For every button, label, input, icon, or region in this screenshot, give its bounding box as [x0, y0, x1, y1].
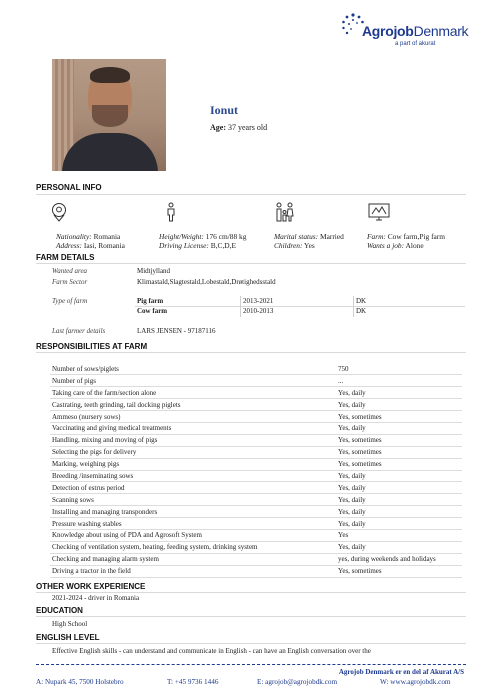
english-level-heading: ENGLISH LEVEL — [36, 633, 100, 642]
table-row — [50, 506, 462, 518]
footer-divider — [36, 664, 466, 665]
value-cell: Yes, daily — [330, 399, 462, 411]
farm-type-country: DK — [356, 307, 367, 315]
logo-tagline: a part of akurat — [395, 41, 436, 47]
nationality-row: Nationality: Romania — [56, 232, 121, 241]
divider — [36, 263, 466, 264]
task-cell: Vaccinating and giving medical treatments — [50, 422, 330, 434]
value-cell: Yes, daily — [330, 422, 462, 434]
task-cell: Checking of ventilation system, heating, feeding system, drinking system — [50, 541, 330, 553]
farm-type-country: DK — [356, 297, 367, 305]
logo-wordmark: AgrojobDenmark — [362, 23, 469, 39]
wanted-area-value: Midtjylland — [137, 267, 171, 275]
footer-email[interactable]: E: agrojob@agrojobdk.com — [257, 678, 338, 686]
farm-type-years: 2010-2013 — [243, 307, 274, 315]
farm-type-name: Cow farm — [137, 307, 168, 315]
task-cell: Installing and managing transponders — [50, 506, 330, 518]
farm-sector-value: Klimastald,Slagtestald,Lobestald,Drøtighedsstald — [137, 278, 276, 286]
table-row — [50, 411, 462, 423]
value-cell: Yes, daily — [330, 387, 462, 399]
education-entry: High School — [52, 620, 88, 628]
responsibilities-heading: RESPONSIBILITIES AT FARM — [36, 342, 148, 351]
divider — [353, 296, 354, 317]
person-icon — [162, 202, 180, 222]
education-heading: EDUCATION — [36, 606, 83, 615]
table-row — [50, 553, 462, 565]
task-cell: Driving a tractor in the field — [50, 565, 330, 577]
table-row — [50, 375, 462, 387]
responsibilities-table — [50, 363, 462, 578]
marital-status-row: Marital status: Married — [274, 232, 344, 241]
table-row — [50, 399, 462, 411]
divider — [240, 296, 241, 317]
footer-website[interactable]: W: www.agrojobdk.com — [380, 678, 451, 686]
value-cell: Yes, sometimes — [330, 434, 462, 446]
wants-job-row: Wants a job: Alone — [367, 241, 424, 250]
value-cell: Yes, daily — [330, 470, 462, 482]
table-row — [50, 446, 462, 458]
value-cell: Yes — [330, 529, 462, 541]
height-weight-row: Height/Weight: 176 cm/88 kg — [159, 232, 247, 241]
value-cell: 750 — [330, 363, 462, 375]
farm-row: Farm: Cow farm,Pig farm — [367, 232, 446, 241]
table-row — [50, 482, 462, 494]
personal-info-heading: PERSONAL INFO — [36, 183, 102, 192]
farm-computer-icon — [368, 202, 390, 222]
value-cell: Yes, sometimes — [330, 446, 462, 458]
divider — [36, 643, 466, 644]
table-row — [50, 529, 462, 541]
task-cell: Ammeso (nursery sows) — [50, 411, 330, 423]
value-cell: Yes, daily — [330, 494, 462, 506]
value-cell: Yes, daily — [330, 518, 462, 530]
divider — [135, 306, 465, 307]
value-cell: Yes, daily — [330, 482, 462, 494]
table-row — [50, 363, 462, 375]
task-cell: Breeding /inseminating sows — [50, 470, 330, 482]
value-cell: Yes, daily — [330, 541, 462, 553]
task-cell: Castrating, teeth grinding, tail docking piglets — [50, 399, 330, 411]
farm-details-heading: FARM DETAILS — [36, 253, 95, 262]
wanted-area-label: Wanted area — [52, 267, 88, 275]
children-row: Children: Yes — [274, 241, 315, 250]
table-row — [50, 565, 462, 577]
task-cell: Scanning sows — [50, 494, 330, 506]
value-cell: Yes, sometimes — [330, 458, 462, 470]
footer-phone[interactable]: T: +45 9736 1446 — [167, 678, 219, 686]
table-row — [50, 422, 462, 434]
value-cell: ... — [330, 375, 462, 387]
other-work-heading: OTHER WORK EXPERIENCE — [36, 582, 146, 591]
english-level-text: Effective English skills - can understand and communicate in English - can have an English conversation over the — [52, 647, 371, 655]
value-cell: Yes, sometimes — [330, 565, 462, 577]
candidate-age: Age: 37 years old — [210, 123, 268, 132]
value-cell: Yes, sometimes — [330, 411, 462, 423]
table-row — [50, 387, 462, 399]
task-cell: Handling, mixing and moving of pigs — [50, 434, 330, 446]
table-row — [50, 541, 462, 553]
task-cell: Marking, weighing pigs — [50, 458, 330, 470]
divider — [36, 352, 466, 353]
footer-address: A: Nupark 45, 7500 Holstebro — [36, 678, 124, 686]
farm-type-years: 2013-2021 — [243, 297, 274, 305]
driving-license-row: Driving License: B,C,D,E — [159, 241, 237, 250]
table-row — [50, 434, 462, 446]
family-icon — [274, 202, 296, 222]
table-row — [50, 518, 462, 530]
other-work-entry: 2021-2024 - driver in Romania — [52, 594, 140, 602]
candidate-photo — [52, 59, 166, 171]
last-farmer-label: Last farmer details — [52, 327, 106, 335]
table-row — [50, 470, 462, 482]
farm-type-name: Pig farm — [137, 297, 164, 305]
task-cell: Detection of estrus period — [50, 482, 330, 494]
type-of-farm-label: Type of farm — [52, 297, 88, 305]
footer-company: Agrojob Denmark er en del af Akurat A/S — [338, 668, 464, 676]
farm-sector-label: Farm Sector — [52, 278, 88, 286]
table-row — [50, 494, 462, 506]
task-cell: Selecting the pigs for delivery — [50, 446, 330, 458]
task-cell: Pressure washing stables — [50, 518, 330, 530]
task-cell: Taking care of the farm/section alone — [50, 387, 330, 399]
value-cell: Yes, daily — [330, 506, 462, 518]
location-pin-icon — [50, 202, 68, 222]
candidate-name: Ionut — [210, 103, 239, 117]
divider — [36, 592, 466, 593]
address-row: Address: Iasi, Romania — [56, 241, 125, 250]
agrojob-logo — [340, 12, 490, 52]
value-cell: yes, during weekends and holidays — [330, 553, 462, 565]
table-row — [50, 458, 462, 470]
last-farmer-value: LARS JENSEN - 97187116 — [137, 327, 216, 335]
task-cell: Checking and managing alarm system — [50, 553, 330, 565]
task-cell: Knowledge about using of PDA and Agrosoft System — [50, 529, 330, 541]
divider — [36, 616, 466, 617]
task-cell: Number of pigs — [50, 375, 330, 387]
divider — [36, 194, 466, 195]
task-cell: Number of sows/piglets — [50, 363, 330, 375]
